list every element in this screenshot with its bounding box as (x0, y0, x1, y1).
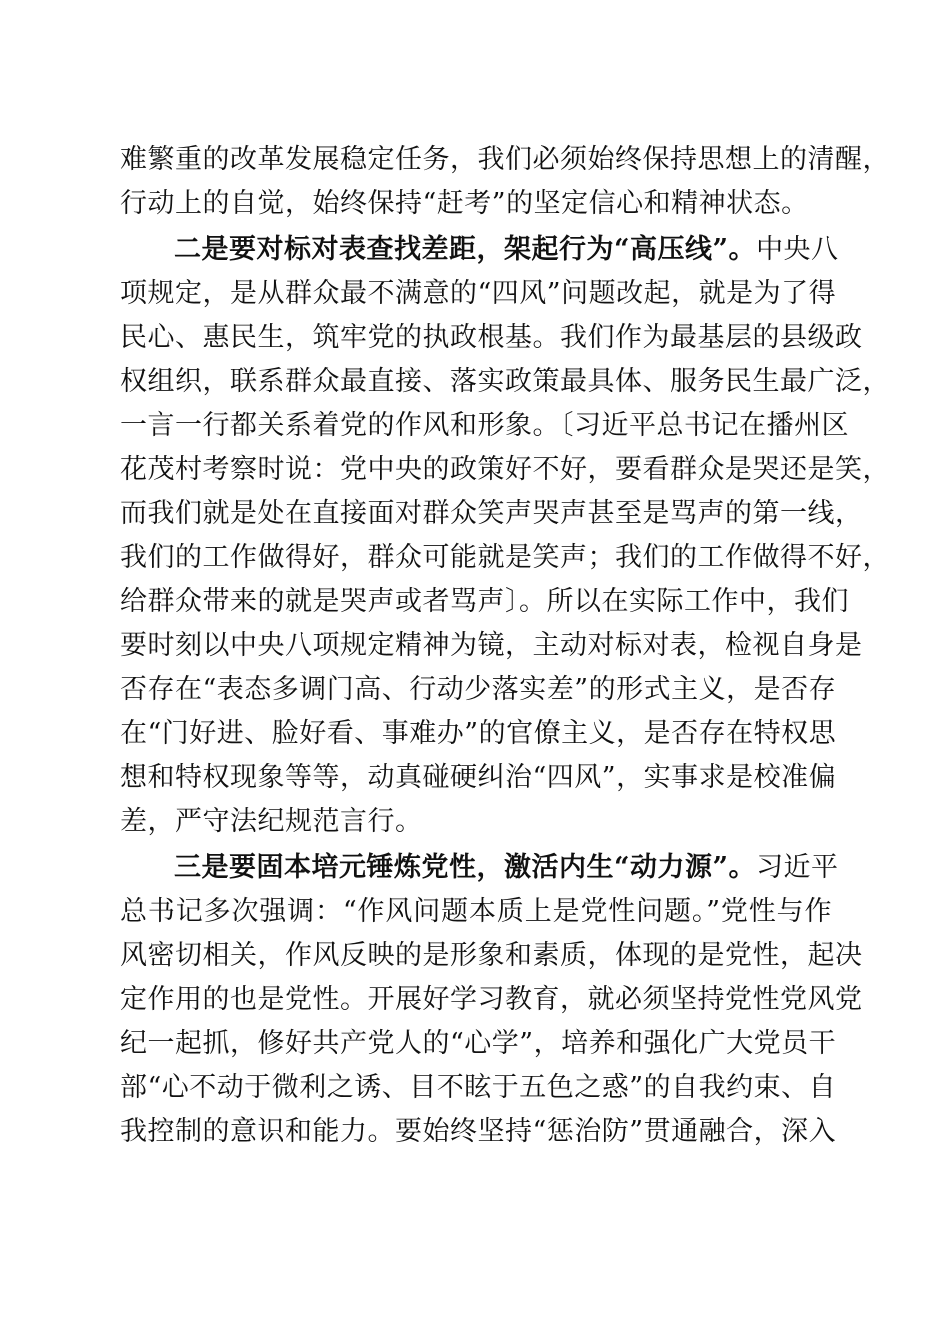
text-line: 给群众带来的就是哭声或者骂声〕。所以在实际工作中，我们 (120, 586, 849, 617)
text-line: 定作用的也是党性。开展好学习教育，就必须坚持党性党风党 (120, 984, 863, 1015)
paragraph-text: 中央八 (756, 234, 839, 265)
document-page (120, 138, 890, 1154)
paragraph-1 (120, 138, 890, 226)
text-line: 否存在“表态多调门高、行动少落实差”的形式主义，是否存 (120, 674, 837, 705)
text-line: 一言一行都关系着党的作风和形象。〔习近平总书记在播州区 (120, 410, 849, 441)
paragraph-3 (120, 846, 863, 1154)
paragraph-heading: 二是要对标对表查找差距，架起行为“高压线”。 (174, 234, 757, 265)
text-line: 我控制的意识和能力。要始终坚持“惩治防”贯通融合，深入 (120, 1116, 837, 1147)
text-line: 项规定，是从群众最不满意的“四风”问题改起，就是为了得 (120, 278, 837, 309)
text-line: 民心、惠民生，筑牢党的执政根基。我们作为最基层的县级政 (120, 322, 863, 353)
text-line: 要时刻以中央八项规定精神为镜，主动对标对表，检视自身是 (120, 630, 863, 661)
text-line: 部“心不动于微利之诱、目不眩于五色之惑”的自我约束、自 (120, 1072, 837, 1103)
paragraph-text: 习近平 (756, 852, 839, 883)
text-line: 权组织，联系群众最直接、落实政策最具体、服务民生最广泛， (120, 366, 890, 397)
paragraph-first-line (120, 846, 839, 890)
text-line: 差，严守法纪规范言行。 (120, 806, 423, 837)
text-line: 花茂村考察时说：党中央的政策好不好，要看群众是哭还是笑， (120, 454, 890, 485)
text-line: 而我们就是处在直接面对群众笑声哭声甚至是骂声的第一线， (120, 498, 863, 529)
text-line: 总书记多次强调：“作风问题本质上是党性问题。”党性与作 (120, 896, 832, 927)
text-line: 纪一起抓，修好共产党人的“心学”，培养和强化广大党员干 (120, 1028, 837, 1059)
paragraph-first-line (120, 228, 839, 272)
text-line: 风密切相关，作风反映的是形象和素质，体现的是党性，起决 (120, 940, 863, 971)
paragraph-2 (120, 228, 890, 844)
text-line: 我们的工作做得好，群众可能就是笑声；我们的工作做得不好， (120, 542, 890, 573)
text-line: 想和特权现象等等，动真碰硬纠治“四风”，实事求是校准偏 (120, 762, 837, 793)
text-line: 难繁重的改革发展稳定任务，我们必须始终保持思想上的清醒， (120, 144, 890, 175)
text-line: 在“门好进、脸好看、事难办”的官僚主义，是否存在特权思 (120, 718, 837, 749)
text-line: 行动上的自觉，始终保持“赶考”的坚定信心和精神状态。 (120, 188, 809, 219)
paragraph-heading: 三是要固本培元锤炼党性，激活内生“动力源”。 (174, 852, 757, 883)
